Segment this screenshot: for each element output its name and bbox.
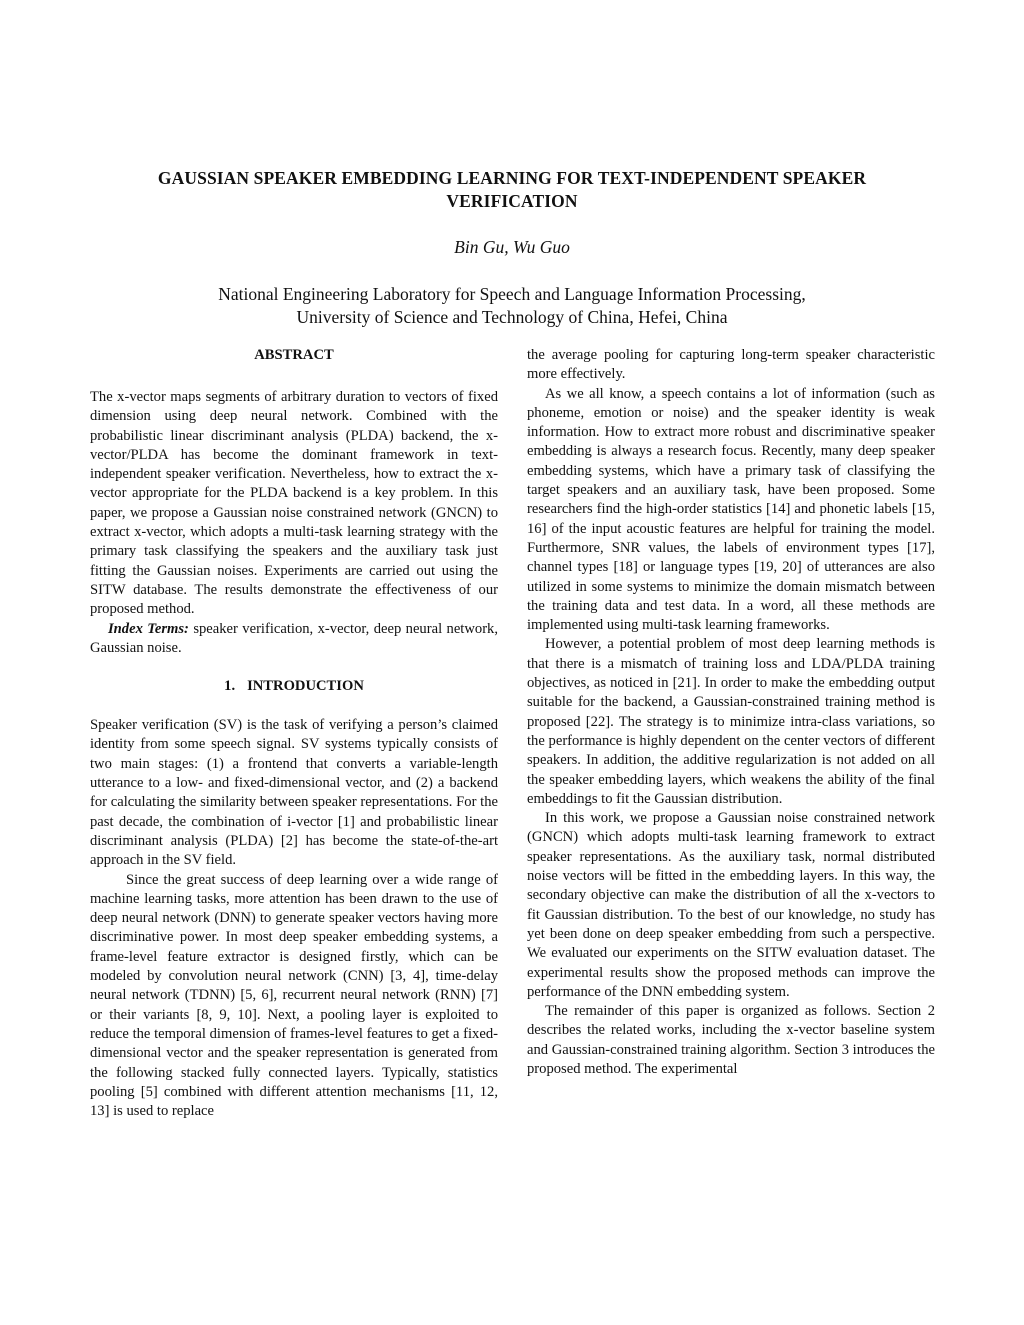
intro-paragraph: the average pooling for capturing long-term speaker characteristic more effectively.	[527, 347, 935, 383]
abstract-text: The x-vector maps segments of arbitrary duration to vectors of fixed dimension using deep neural network. Combined with the probabilistic linear discriminant analysis (PLDA) backend, the x-vector/PLDA has become the dominant framework in text-independent speaker verification. Nevertheless, how to extract the x-vector appropriate for the PLDA backend is a key problem. In this paper, we propose a Gaussian noise constrained network (GNCN) to extract x-vector, which adopts a multi-task learning strategy with the primary task classifying the speakers and the auxiliary task just fitting the Gaussian noises. Experiments are carried out using the SITW database. The results demonstrate the effectiveness of our proposed method.	[90, 389, 498, 618]
index-terms	[90, 620, 498, 659]
index-terms-text: speaker verification, x-vector, deep neural network, Gaussian noise.	[90, 620, 499, 656]
section-number: 1.	[224, 678, 236, 695]
left-column	[90, 346, 498, 1121]
intro-paragraph: Speaker verification (SV) is the task of verifying a person’s claimed identity from some speech signal. SV systems typically consists of two main stages: (1) a frontend that converts a variable-length utterance to a low- and fixed-dimensional vector, and (2) a backend for calculating the similarity between speaker representations. For the past decade, the combination of i-vector [1] and probabilistic linear discriminant analysis (PLDA) [2] has become the state-of-the-art approach in the SV field.	[90, 717, 498, 869]
intro-paragraph: However, a potential problem of most deep learning methods is that there is a mismatch of training loss and LDA/PLDA training objectives, as noticed in [21]. In order to make the embedding output suitable for the backend, a Gaussian-constrained training method is proposed [22]. The strategy is to minimize intra-class variations, so the performance is highly dependent on the center vectors of different speakers. In addition, the additive regularization is not added on all the speaker embedding layers, which weakens the ability of the final embeddings to fit the Gaussian distribution.	[527, 636, 935, 807]
abstract-heading: ABSTRACT	[254, 347, 334, 363]
introduction-heading	[90, 677, 498, 696]
affiliation-line-2: University of Science and Technology of China, Hefei, China	[296, 307, 728, 327]
paper-title: GAUSSIAN SPEAKER EMBEDDING LEARNING FOR TEXT-INDEPENDENT SPEAKER VERIFICATION	[157, 168, 867, 211]
right-column	[527, 346, 935, 1079]
paper-authors: Bin Gu, Wu Guo	[454, 237, 570, 257]
affiliation-line-1: National Engineering Laboratory for Speech and Language Information Processing,	[218, 284, 806, 304]
intro-paragraph: The remainder of this paper is organized as follows. Section 2 describes the related works, including the x-vector baseline system and Gaussian-constrained training algorithm. Section 3 introduces the proposed method. The experimental	[527, 1003, 935, 1077]
section-title: INTRODUCTION	[247, 678, 364, 695]
intro-paragraph: Since the great success of deep learning over a wide range of machine learning tasks, more attention has been drawn to the use of deep neural network (DNN) to generate speaker vectors having more discriminative power. In most deep speaker embedding systems, a frame-level feature extractor is designed firstly, which can be modeled by convolution neural network (CNN) [3, 4], time-delay neural network (TDNN) [5, 6], recurrent neural network (RNN) [7] or their variants [8, 9, 10]. Next, a pooling layer is exploited to reduce the temporal dimension of frames-level features to get a fixed-dimensional vector and the speaker representation is generated from the following stacked fully connected layers. Typically, statistics pooling [5] combined with different attention mechanisms [11, 12, 13] is used to replace	[90, 871, 498, 1120]
index-terms-label: Index Terms:	[108, 620, 189, 637]
intro-paragraph: As we all know, a speech contains a lot of information (such as phoneme, emotion or noise) and the speaker identity is weak information. How to extract more robust and discriminative speaker embedding is always a research focus. Recently, many deep speaker embedding systems, which have a primary task of classifying the target speakers and an auxiliary task, have been proposed. Some researchers find the high-order statistics [14] and phonetic labels [15, 16] of the input acoustic features are helpful for training the model. Furthermore, SNR values, the labels of environment types [17], channel types [18] or language types [19, 20] of utterances are also utilized in some systems to minimize the domain mismatch between the training data and test data. In a word, all these methods are implemented using multi-task learning frameworks.	[527, 385, 935, 634]
intro-paragraph: In this work, we propose a Gaussian noise constrained network (GNCN) which adopts multi-task learning framework to extract speaker representations. As the auxiliary task, normal distributed noise vectors will be fitted in the embedding layers. In this way, the secondary objective can make the distribution of all the x-vectors to fit Gaussian distribution. To the best of our knowledge, no study has yet been done on deep speaker embedding from such a perspective. We evaluated our experiments on the SITW evaluation dataset. The experimental results show the proposed methods can improve the performance of the DNN embedding system.	[527, 810, 935, 1000]
paper-affiliation	[100, 283, 924, 329]
